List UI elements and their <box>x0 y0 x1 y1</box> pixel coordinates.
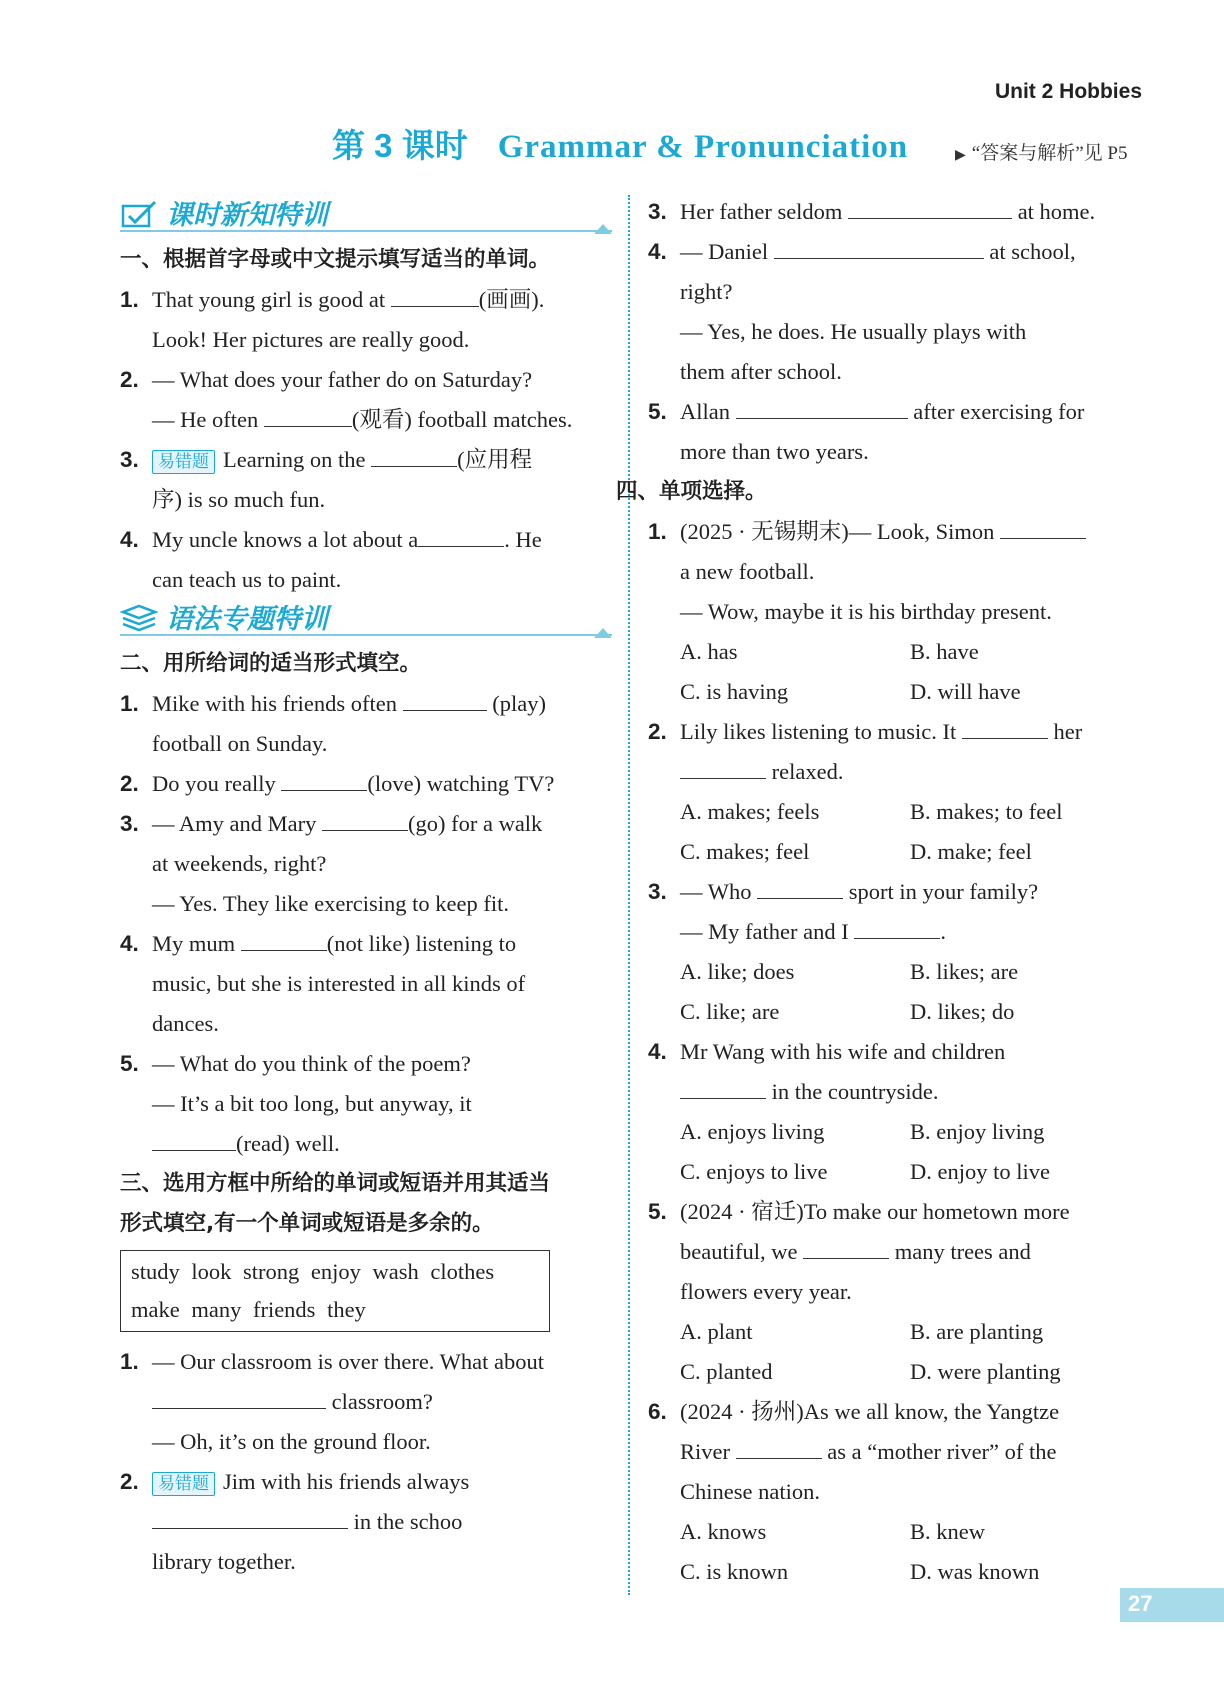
answer-blank[interactable] <box>152 1382 326 1409</box>
part3-heading-line1: 三、选用方框中所给的单词或短语并用其适当 <box>120 1171 551 1196</box>
option-c[interactable]: C. is known <box>680 1559 789 1584</box>
option-a[interactable]: A. like; does <box>680 959 795 984</box>
question-1-4 <box>120 520 612 600</box>
question-3-4 <box>648 232 1140 392</box>
right-column <box>616 192 1140 1592</box>
question-number: 3. <box>120 447 139 472</box>
part2-heading: 二、用所给词的适当形式填空。 <box>120 651 422 676</box>
answer-blank[interactable] <box>152 1502 348 1529</box>
question-text: That young girl is good at <box>152 287 386 312</box>
question-number: 5. <box>648 1199 667 1224</box>
question-number: 2. <box>120 771 139 796</box>
part4-heading: 四、单项选择。 <box>616 479 767 504</box>
answer-reference-text: “答案与解析”见 P5 <box>971 143 1128 164</box>
question-text: many trees and <box>894 1239 1031 1264</box>
question-number: 1. <box>120 287 139 312</box>
question-text: (应用程 <box>457 447 533 472</box>
question-text: Jim with his friends always <box>223 1469 470 1494</box>
question-text: (2024 · 扬州)As we all know, the Yangtze <box>680 1399 1060 1424</box>
question-text: — Amy and Mary <box>152 811 317 836</box>
part3-heading <box>120 1164 612 1244</box>
word-box <box>120 1250 550 1332</box>
question-text: — Daniel <box>680 239 769 264</box>
question-text: My mum <box>152 931 236 956</box>
question-number: 6. <box>648 1399 667 1424</box>
question-4-3 <box>648 872 1140 952</box>
checklist-icon <box>120 200 158 230</box>
answer-blank[interactable] <box>152 1124 236 1151</box>
option-b[interactable]: B. likes; are <box>910 959 1019 984</box>
page-number: 27 <box>1128 1591 1153 1616</box>
question-number: 3. <box>120 811 139 836</box>
question-text: — My father and I <box>680 919 849 944</box>
question-number: 4. <box>120 527 139 552</box>
question-3-2 <box>120 1462 612 1582</box>
answer-blank[interactable] <box>803 1232 889 1259</box>
question-text: at home. <box>1017 199 1096 224</box>
option-c[interactable]: C. planted <box>680 1359 773 1384</box>
answer-blank[interactable] <box>403 684 487 711</box>
word-box-line2: make many friends they <box>131 1297 366 1322</box>
question-text: — Yes, he does. He usually plays with <box>680 319 1027 344</box>
question-text: — What do you think of the poem? <box>152 1051 471 1076</box>
answer-blank[interactable] <box>322 804 408 831</box>
left-column <box>120 196 612 1582</box>
options-4-6 <box>648 1512 1140 1592</box>
answer-reference <box>955 138 1127 165</box>
answer-blank[interactable] <box>264 400 352 427</box>
question-text: Lily likes listening to music. It <box>680 719 957 744</box>
question-text: after exercising for <box>913 399 1085 424</box>
question-text: (love) watching TV? <box>367 771 555 796</box>
option-c[interactable]: C. makes; feel <box>680 839 810 864</box>
answer-blank[interactable] <box>281 764 367 791</box>
option-d[interactable]: D. will have <box>910 679 1021 704</box>
lesson-title <box>332 120 908 167</box>
question-4-5 <box>648 1192 1140 1312</box>
option-b[interactable]: B. makes; to feel <box>910 799 1063 824</box>
question-4-4 <box>648 1032 1140 1112</box>
question-text: as a “mother river” of the <box>827 1439 1057 1464</box>
question-text: sport in your family? <box>848 879 1039 904</box>
question-text: Chinese nation. <box>680 1479 820 1504</box>
question-text: Allan <box>680 399 730 424</box>
answer-blank[interactable] <box>418 520 504 547</box>
question-text: My uncle knows a lot about a <box>152 527 419 552</box>
unit-header: Unit 2 Hobbies <box>994 80 1142 103</box>
column-divider <box>628 195 630 1595</box>
question-text: — Who <box>680 879 752 904</box>
option-d[interactable]: D. enjoy to live <box>910 1159 1050 1184</box>
question-text: — It’s a bit too long, but anyway, it <box>152 1091 472 1116</box>
question-text: . He <box>504 527 542 552</box>
question-text: (画画). <box>478 287 545 312</box>
question-text: (not like) listening to <box>326 931 517 956</box>
error-prone-tag: 易错题 <box>152 450 215 474</box>
lesson-number: 第 3 课时 <box>332 127 468 164</box>
option-a[interactable]: A. makes; feels <box>680 799 820 824</box>
option-b[interactable]: B. enjoy living <box>910 1119 1045 1144</box>
question-text: — Yes. They like exercising to keep fit. <box>152 891 510 916</box>
question-text: right? <box>680 279 733 304</box>
option-d[interactable]: D. were planting <box>910 1359 1061 1384</box>
part3-heading-line2: 形式填空,有一个单词或短语是多余的。 <box>120 1211 494 1236</box>
question-2-2 <box>120 764 612 804</box>
answer-blank[interactable] <box>736 1432 822 1459</box>
question-text: (2025 · 无锡期末)— Look, Simon <box>680 519 995 544</box>
question-text: more than two years. <box>680 439 869 464</box>
question-2-5 <box>120 1044 612 1164</box>
answer-blank[interactable] <box>391 280 479 307</box>
option-b[interactable]: B. have <box>910 639 979 664</box>
options-4-2 <box>648 792 1140 872</box>
answer-blank[interactable] <box>848 192 1012 219</box>
question-3-1 <box>120 1342 612 1462</box>
word-box-line1: study look strong enjoy wash clothes <box>131 1259 495 1284</box>
options-4-1 <box>648 632 1140 712</box>
option-a[interactable]: A. has <box>680 639 738 664</box>
question-4-2 <box>648 712 1140 792</box>
question-number: 5. <box>120 1051 139 1076</box>
question-2-4 <box>120 924 612 1044</box>
question-text: (play) <box>492 691 546 716</box>
question-number: 5. <box>648 399 667 424</box>
answer-blank[interactable] <box>1000 512 1086 539</box>
question-text: beautiful, we <box>680 1239 798 1264</box>
question-text: her <box>1053 719 1083 744</box>
question-text: 序) is so much fun. <box>152 487 326 512</box>
question-4-1 <box>648 512 1140 632</box>
option-c[interactable]: C. enjoys to live <box>680 1159 828 1184</box>
question-text: — Oh, it’s on the ground floor. <box>152 1429 431 1454</box>
question-number: 3. <box>648 199 667 224</box>
question-3-3 <box>648 192 1140 232</box>
triangle-icon <box>594 628 612 638</box>
question-number: 2. <box>120 1469 139 1494</box>
question-text: . <box>940 919 946 944</box>
question-text: Learning on the <box>223 447 366 472</box>
answer-blank[interactable] <box>680 1072 766 1099</box>
answer-blank[interactable] <box>371 440 457 467</box>
question-number: 3. <box>648 879 667 904</box>
question-3-5 <box>648 392 1140 472</box>
question-text: library together. <box>152 1549 296 1574</box>
section-title: 课时新知特训 <box>166 200 328 231</box>
option-c[interactable]: C. is having <box>680 679 789 704</box>
question-text: can teach us to paint. <box>152 567 342 592</box>
question-text: (2024 · 宿迁)To make our hometown more <box>680 1199 1070 1224</box>
question-text: — What does your father do on Saturday? <box>152 367 533 392</box>
question-number: 4. <box>648 239 667 264</box>
option-d[interactable]: D. likes; do <box>910 999 1015 1024</box>
option-c[interactable]: C. like; are <box>680 999 780 1024</box>
option-b[interactable]: B. are planting <box>910 1319 1044 1344</box>
question-text: Mike with his friends often <box>152 691 397 716</box>
options-4-4 <box>648 1112 1140 1192</box>
question-1-2 <box>120 360 612 440</box>
question-text: relaxed. <box>771 759 844 784</box>
answer-blank[interactable] <box>736 392 908 419</box>
question-4-6 <box>648 1392 1140 1512</box>
question-text: — He often <box>152 407 259 432</box>
option-a[interactable]: A. knows <box>680 1519 767 1544</box>
question-number: 1. <box>120 691 139 716</box>
question-1-3 <box>120 440 612 520</box>
triangle-icon: ▶ <box>955 148 966 163</box>
question-2-3 <box>120 804 612 924</box>
question-text: dances. <box>152 1011 219 1036</box>
question-text: Her father seldom <box>680 199 843 224</box>
answer-blank[interactable] <box>680 752 766 779</box>
option-d[interactable]: D. make; feel <box>910 839 1032 864</box>
question-text: (read) well. <box>236 1131 340 1156</box>
question-text: (观看) football matches. <box>351 407 573 432</box>
option-a[interactable]: A. plant <box>680 1319 753 1344</box>
question-text: Look! Her pictures are really good. <box>152 327 470 352</box>
question-text: — Wow, maybe it is his birthday present. <box>680 599 1052 624</box>
question-text: at weekends, right? <box>152 851 327 876</box>
part1-heading: 一、根据首字母或中文提示填写适当的单词。 <box>120 247 551 272</box>
answer-blank[interactable] <box>757 872 843 899</box>
book-stack-icon <box>120 604 158 634</box>
options-4-5 <box>648 1312 1140 1392</box>
question-text: classroom? <box>331 1389 433 1414</box>
question-text: in the countryside. <box>771 1079 939 1104</box>
question-text: music, but she is interested in all kinds of <box>152 971 526 996</box>
page-number-badge <box>1120 1588 1224 1622</box>
answer-blank[interactable] <box>241 924 327 951</box>
error-prone-tag: 易错题 <box>152 1472 215 1496</box>
question-text: a new football. <box>680 559 815 584</box>
question-text: in the schoo <box>353 1509 463 1534</box>
question-text: River <box>680 1439 730 1464</box>
option-a[interactable]: A. enjoys living <box>680 1119 825 1144</box>
answer-blank[interactable] <box>774 232 984 259</box>
question-number: 1. <box>120 1349 139 1374</box>
question-2-1 <box>120 684 612 764</box>
question-number: 2. <box>120 367 139 392</box>
question-text: at school, <box>989 239 1076 264</box>
question-1-1 <box>120 280 612 360</box>
question-number: 2. <box>648 719 667 744</box>
section-title: 语法专题特训 <box>166 604 328 635</box>
question-text: them after school. <box>680 359 842 384</box>
question-text: flowers every year. <box>680 1279 852 1304</box>
question-number: 1. <box>648 519 667 544</box>
option-b[interactable]: B. knew <box>910 1519 985 1544</box>
section-header-1 <box>120 196 612 238</box>
options-4-3 <box>648 952 1140 1032</box>
question-number: 4. <box>120 931 139 956</box>
question-text: Mr Wang with his wife and children <box>680 1039 1006 1064</box>
question-text: — Our classroom is over there. What about <box>152 1349 544 1374</box>
question-text: football on Sunday. <box>152 731 328 756</box>
answer-blank[interactable] <box>854 912 940 939</box>
question-number: 4. <box>648 1039 667 1064</box>
question-text: (go) for a walk <box>407 811 543 836</box>
answer-blank[interactable] <box>962 712 1048 739</box>
option-d[interactable]: D. was known <box>910 1559 1040 1584</box>
lesson-topic: Grammar & Pronunciation <box>497 129 909 165</box>
section-header-2 <box>120 600 612 642</box>
triangle-icon <box>594 224 612 234</box>
question-text: Do you really <box>152 771 276 796</box>
